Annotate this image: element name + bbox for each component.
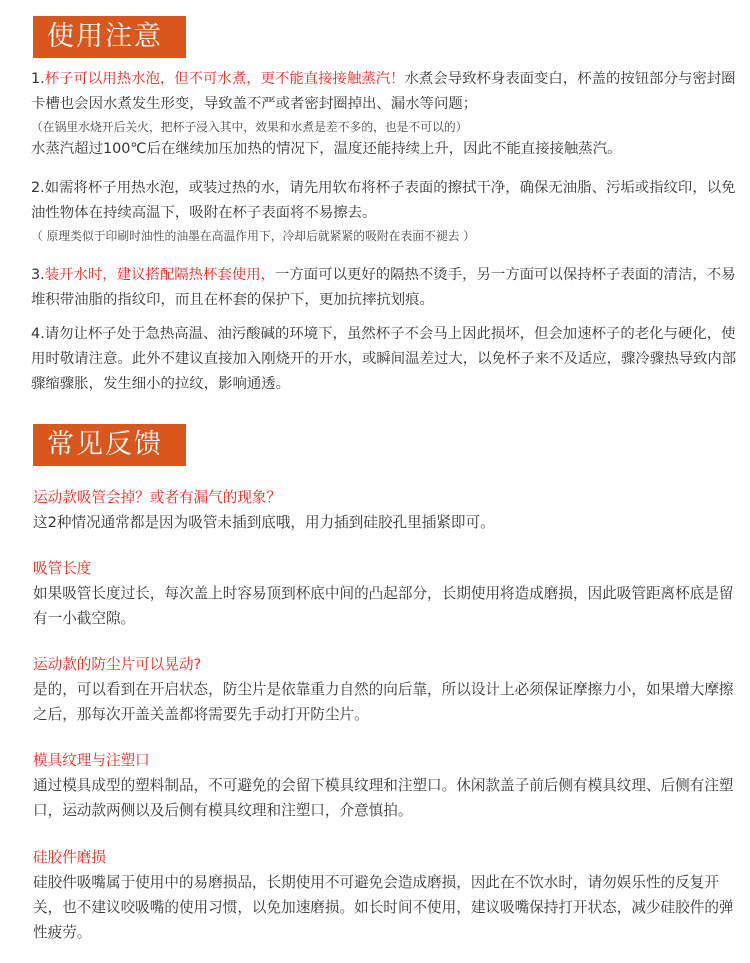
feedback-question: 运动款的防尘片可以晃动? [33, 656, 202, 673]
feedback-item-3 [33, 652, 745, 727]
notice-item-2 [31, 176, 743, 246]
notice-note: （在锅里水烧开后关火，把杯子浸入其中，效果和水煮是差不多的，也是不可以的） [31, 120, 468, 134]
notice-text: 水煮会导致杯身表面变白，杯盖的按钮部分与密封圈卡槽也会因水煮发生形变，导致盖不严或者密封圈掉出、漏水等问题； [31, 71, 736, 112]
feedback-answer: 通过模具成型的塑料制品，不可避免的会留下模具纹理和注塑口。休闲款盖子前后侧有模具纹理、后侧有注塑口，运动款两侧以及后侧有模具纹理和注塑口，介意慎拍。 [33, 777, 734, 819]
feedback-answer: 如果吸管长度过长，每次盖上时容易顶到杯底中间的凸起部分，长期使用将造成磨损，因此吸管距离杯底是留有一小截空隙。 [33, 585, 734, 627]
feedback-question: 吸管长度 [33, 560, 92, 577]
notice-number: 2. [31, 180, 45, 196]
feedback-item-1 [33, 485, 745, 535]
notice-item-4 [31, 322, 743, 397]
feedback-question: 硅胶件磨损 [33, 849, 106, 866]
feedback-answer: 是的，可以看到在开启状态，防尘片是依靠重力自然的向后靠，所以设计上必须保证摩擦力小，如果增大摩擦之后，那每次开盖关盖都将需要先手动打开防尘片。 [33, 681, 734, 723]
notice-text: 如需将杯子用热水泡，或装过热的水，请先用软布将杯子表面的擦拭干净，确保无油脂、污垢或指纹印，以免油性物体在持续高温下，吸附在杯子表面将不易擦去。 [31, 180, 736, 221]
notice-item-1 [31, 67, 743, 162]
notice-note: （ 原理类似于印刷时油性的油墨在高温作用下，冷却后就紧紧的吸附在表面不褪去 ） [31, 229, 475, 243]
feedback-answer: 这2种情况通常都是因为吸管未插到底哦，用力插到硅胶孔里插紧即可。 [33, 514, 495, 531]
notice-text: 请勿让杯子处于急热高温、油污酸碱的环境下，虽然杯子不会马上因此损坏，但会加速杯子的老化与硬化，使用时敬请注意。此外不建议直接加入刚烧开的开水，或瞬间温差过大，以免杯子来不及适应，骤冷骤热导致内部骤缩骤胀，发生细小的拉纹，影响通透。 [31, 326, 737, 392]
feedback-item-5 [33, 845, 745, 945]
notice-text: 一方面可以更好的隔热不烫手，另一方面可以保持杯子表面的清洁，不易堆积带油脂的指纹印，而且在杯套的保护下，更加抗摔抗划痕。 [31, 267, 736, 308]
notice-number: 4. [31, 326, 45, 342]
feedback-item-4 [33, 748, 745, 823]
feedback-answer: 硅胶件吸嘴属于使用中的易磨损品，长期使用不可避免会造成磨损，因此在不饮水时，请勿娱乐性的反复开关，也不建议咬吸嘴的使用习惯，以免加速磨损。如长时间不使用，建议吸嘴保持打开状态，减少硅胶件的弹性疲劳。 [33, 874, 734, 941]
notice-highlight: 杯子可以用热水泡，但不可水煮，更不能直接接触蒸汽！ [44, 71, 405, 87]
notice-number: 3. [31, 267, 45, 283]
notice-text-tail: 水蒸汽超过100℃后在继续加压加热的情况下，温度还能持续上升，因此不能直接接触蒸汽。 [31, 141, 622, 157]
section-title-notice: 使用注意 [33, 16, 186, 58]
notice-highlight: 装开水时，建议搭配隔热杯套使用， [44, 267, 275, 283]
feedback-question: 模具纹理与注塑口 [33, 752, 150, 769]
notice-item-3 [31, 263, 743, 313]
feedback-question: 运动款吸管会掉？或者有漏气的现象？ [33, 489, 282, 506]
notice-number: 1. [31, 71, 45, 87]
feedback-item-2 [33, 556, 745, 631]
section-title-feedback: 常见反馈 [33, 424, 186, 466]
